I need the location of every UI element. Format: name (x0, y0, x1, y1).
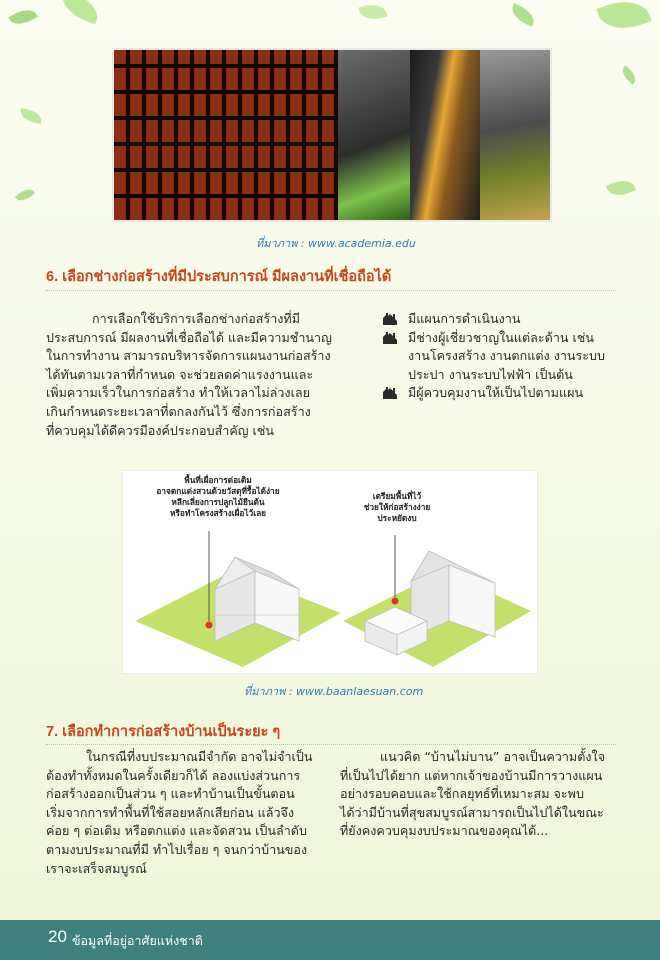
callout-line: ช่วยให้ก่อสร้างง่าย (363, 502, 431, 512)
section-6-heading: 6. เลือกช่างก่อสร้างที่มีประสบการณ์ มีผลงานที่เชื่อถือได้ (46, 269, 392, 285)
body-line: เราจะเสร็จสมบูรณ์ (46, 860, 147, 876)
photo-credit: ที่มาภาพ : www.academia.edu (256, 237, 416, 250)
worker-photo (338, 50, 410, 220)
leaf-decoration (15, 185, 35, 204)
brick-rows-photo (114, 50, 338, 220)
leaf-decoration (19, 108, 43, 124)
body-line: ในการทำงาน สามารถบริหารจัดการแผนงานก่อสร้าง (46, 348, 331, 364)
bullet-item (382, 384, 622, 403)
tool-bullet-icon (382, 312, 398, 326)
tool-bullet-icon (382, 386, 398, 400)
page-number: 20 (48, 927, 67, 946)
section-divider (46, 290, 616, 291)
callout-line: เตรียมพื้นที่ไว้ (372, 491, 422, 501)
bullet-item (382, 310, 622, 329)
section-7-heading: 7. เลือกทำการก่อสร้างบ้านเป็นระยะ ๆ (46, 724, 281, 740)
section-7-right-body (340, 748, 620, 841)
tool-bullet-icon (382, 331, 398, 345)
marker-dot-right (392, 598, 399, 605)
bullet-line: มีผู้ควบคุมงานให้เป็นไปตามแผน (408, 385, 584, 401)
body-line: ในกรณีที่งบประมาณมีจำกัด อาจไม่จำเป็น (86, 749, 313, 764)
body-line: ที่ยังคงควบคุมงบประมาณของคุณได้... (340, 823, 549, 839)
house-expansion-diagram (122, 470, 538, 674)
body-line: ประสบการณ์ มีผลงานที่เชื่อถือได้ และมีความชำนาญ (46, 329, 332, 345)
leaf-decoration (606, 175, 636, 200)
bullet-line: งานโครงสร้าง งานตกแต่ง งานระบบ (408, 348, 606, 364)
construction-photo-collage (112, 48, 552, 222)
bullet-line: มีช่างผู้เชี่ยวชาญในแต่ละด้าน เช่น (408, 329, 594, 345)
body-line: อย่างรอบคอบและใช้กลยุทธ์ที่เหมาะสม จะพบ (340, 786, 584, 802)
body-line: การเลือกใช้บริการเลือกช่างก่อสร้างที่มี (92, 311, 301, 326)
section-7-left-body (46, 748, 322, 878)
callout-line: ประหยัดงบ (377, 513, 417, 523)
body-line: แนวคิด “บ้านไม่บาน” อาจเป็นความตั้งใจ (380, 749, 606, 764)
body-line: เริ่มจากการทำพื้นที่ใช้สอยหลักเสียก่อน แล้วจึง (46, 804, 295, 820)
body-line: ค่อย ๆ ต่อเติม หรือตกแต่ง และจัดสวน เป็นลำดับ (46, 823, 307, 839)
body-line: ที่ควบคุมได้ดีควรมีองค์ประกอบสำคัญ เช่น (46, 422, 274, 438)
body-line: เพิ่มความเร็วในการก่อสร้าง ทำให้เวลาไม่ล่วงเลย (46, 385, 310, 401)
leaf-decoration (358, 1, 387, 23)
leaf-decoration (8, 4, 38, 29)
section-6-body (46, 310, 358, 440)
bullet-line: ประปา งานระบบไฟฟ้า เป็นต้น (408, 366, 573, 382)
bullet-line: มีแผนการดำเนินงาน (408, 311, 521, 326)
leaf-decoration (508, 3, 537, 27)
leaf-decoration (57, 0, 102, 24)
callout-line: หรือทำโครงสร้างเผื่อไว้เลย (169, 508, 267, 518)
leaf-decoration (596, 0, 651, 37)
body-line: ได้ทันตามเวลาที่กำหนด จะช่วยลดค่าแรงงานและ (46, 366, 314, 382)
callout-left (143, 475, 293, 519)
body-line: ตามงบประมาณที่มี ทำไปเรื่อย ๆ จนกว่าบ้านของ (46, 841, 308, 857)
body-line: ต้องทำทั้งหมดในครั้งเดียวก็ได้ ลองแบ่งส่วนการ (46, 767, 301, 783)
body-line: ที่เป็นไปได้ยาก แต่หากเจ้าของบ้านมีการวางแผน (340, 767, 603, 783)
leaf-decoration (619, 65, 639, 84)
diagram-credit: ที่มาภาพ : www.baanlaesuan.com (244, 685, 424, 698)
callout-line: พื้นที่เผื่อการต่อเติม (184, 475, 252, 485)
callout-line: หลีกเลี่ยงการปลูกไม้ยืนต้น (171, 497, 265, 507)
callout-right (349, 491, 445, 524)
brick-kiln-photo (410, 50, 480, 220)
callout-line: อาจตกแต่งสวนด้วยวัสดุที่รื้อได้ง่าย (156, 486, 280, 496)
body-line: ก่อสร้างออกเป็นส่วน ๆ และทำบ้านเป็นขั้นตอน (46, 786, 295, 802)
bullet-item (382, 329, 622, 385)
marker-dot-left (206, 622, 213, 629)
footer-title: ข้อมูลที่อยู่อาศัยแห่งชาติ (72, 933, 203, 948)
body-line: ได้ว่ามีบ้านที่สุขสมบูรณ์สามารถเป็นไปได้ในขณะ (340, 804, 604, 820)
body-line: เกินกำหนดระยะเวลาที่ตกลงกันไว้ ซึ่งการก่อสร้าง (46, 403, 311, 419)
section-6-bullet-list (382, 310, 622, 403)
thatch-weaving-photo (480, 50, 550, 220)
section-divider (46, 744, 616, 745)
